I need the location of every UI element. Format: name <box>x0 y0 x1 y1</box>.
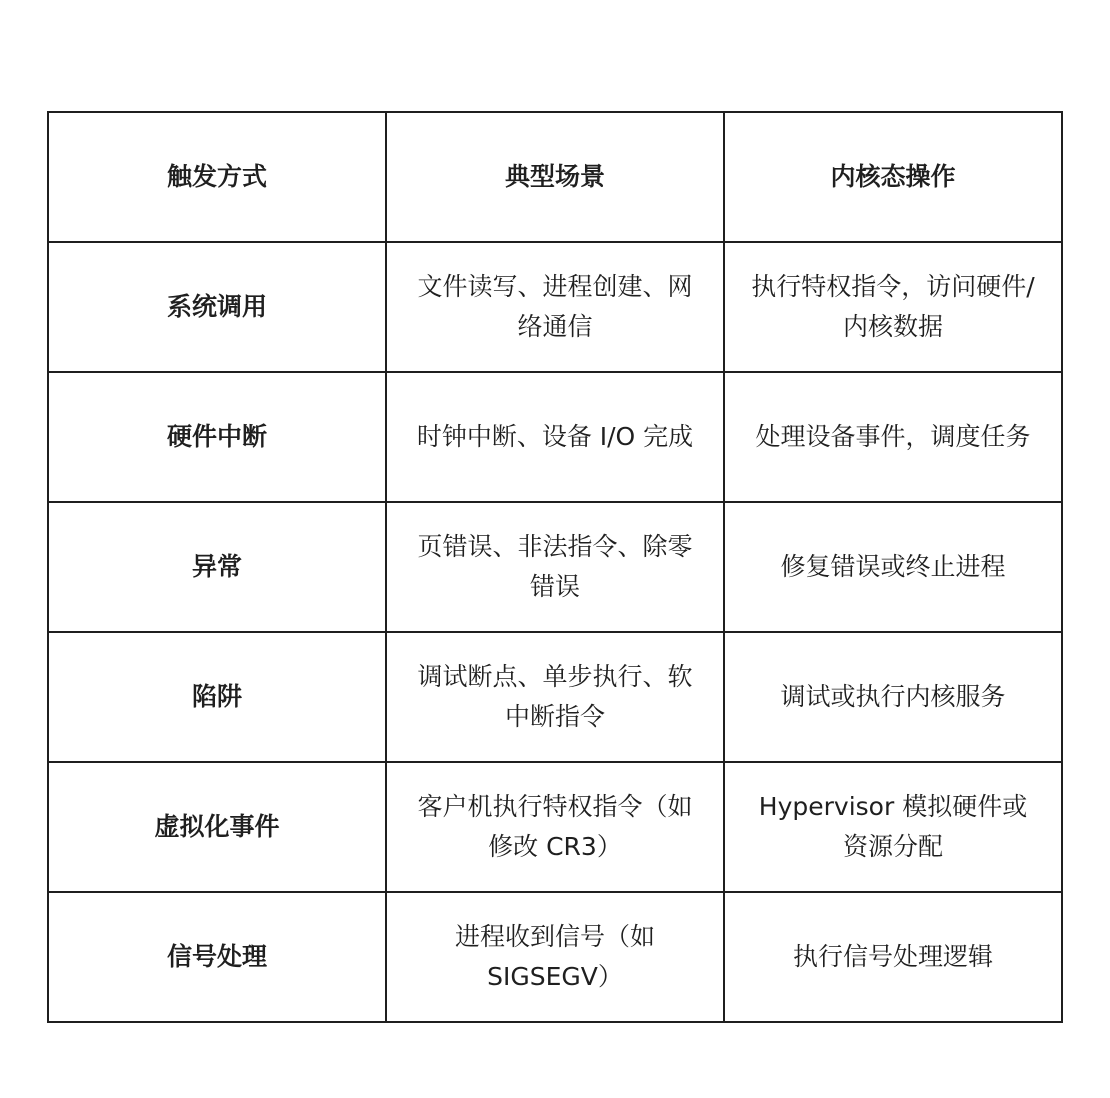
cell-operation: 执行信号处理逻辑 <box>724 892 1062 1022</box>
table-header-row <box>48 112 1062 242</box>
cell-operation: Hypervisor 模拟硬件或资源分配 <box>724 762 1062 892</box>
cell-scenario: 文件读写、进程创建、网络通信 <box>386 242 724 372</box>
cell-operation: 修复错误或终止进程 <box>724 502 1062 632</box>
cell-scenario: 调试断点、单步执行、软中断指令 <box>386 632 724 762</box>
table-row <box>48 242 1062 372</box>
table-row <box>48 762 1062 892</box>
header-kernel-operation: 内核态操作 <box>724 112 1062 242</box>
table-row <box>48 632 1062 762</box>
table-row <box>48 892 1062 1022</box>
cell-scenario: 页错误、非法指令、除零错误 <box>386 502 724 632</box>
cell-operation: 调试或执行内核服务 <box>724 632 1062 762</box>
cell-trigger: 异常 <box>48 502 386 632</box>
cell-trigger: 陷阱 <box>48 632 386 762</box>
header-trigger-method: 触发方式 <box>48 112 386 242</box>
cell-operation: 处理设备事件，调度任务 <box>724 372 1062 502</box>
cell-scenario: 时钟中断、设备 I/O 完成 <box>386 372 724 502</box>
cell-scenario: 客户机执行特权指令（如修改 CR3） <box>386 762 724 892</box>
table-row <box>48 502 1062 632</box>
cell-trigger: 系统调用 <box>48 242 386 372</box>
table-row <box>48 372 1062 502</box>
comparison-table <box>47 111 1063 1023</box>
cell-operation: 执行特权指令，访问硬件/内核数据 <box>724 242 1062 372</box>
cell-trigger: 硬件中断 <box>48 372 386 502</box>
header-typical-scenario: 典型场景 <box>386 112 724 242</box>
cell-trigger: 信号处理 <box>48 892 386 1022</box>
cell-scenario: 进程收到信号（如 SIGSEGV） <box>386 892 724 1022</box>
cell-trigger: 虚拟化事件 <box>48 762 386 892</box>
comparison-table-container <box>47 111 1063 1023</box>
